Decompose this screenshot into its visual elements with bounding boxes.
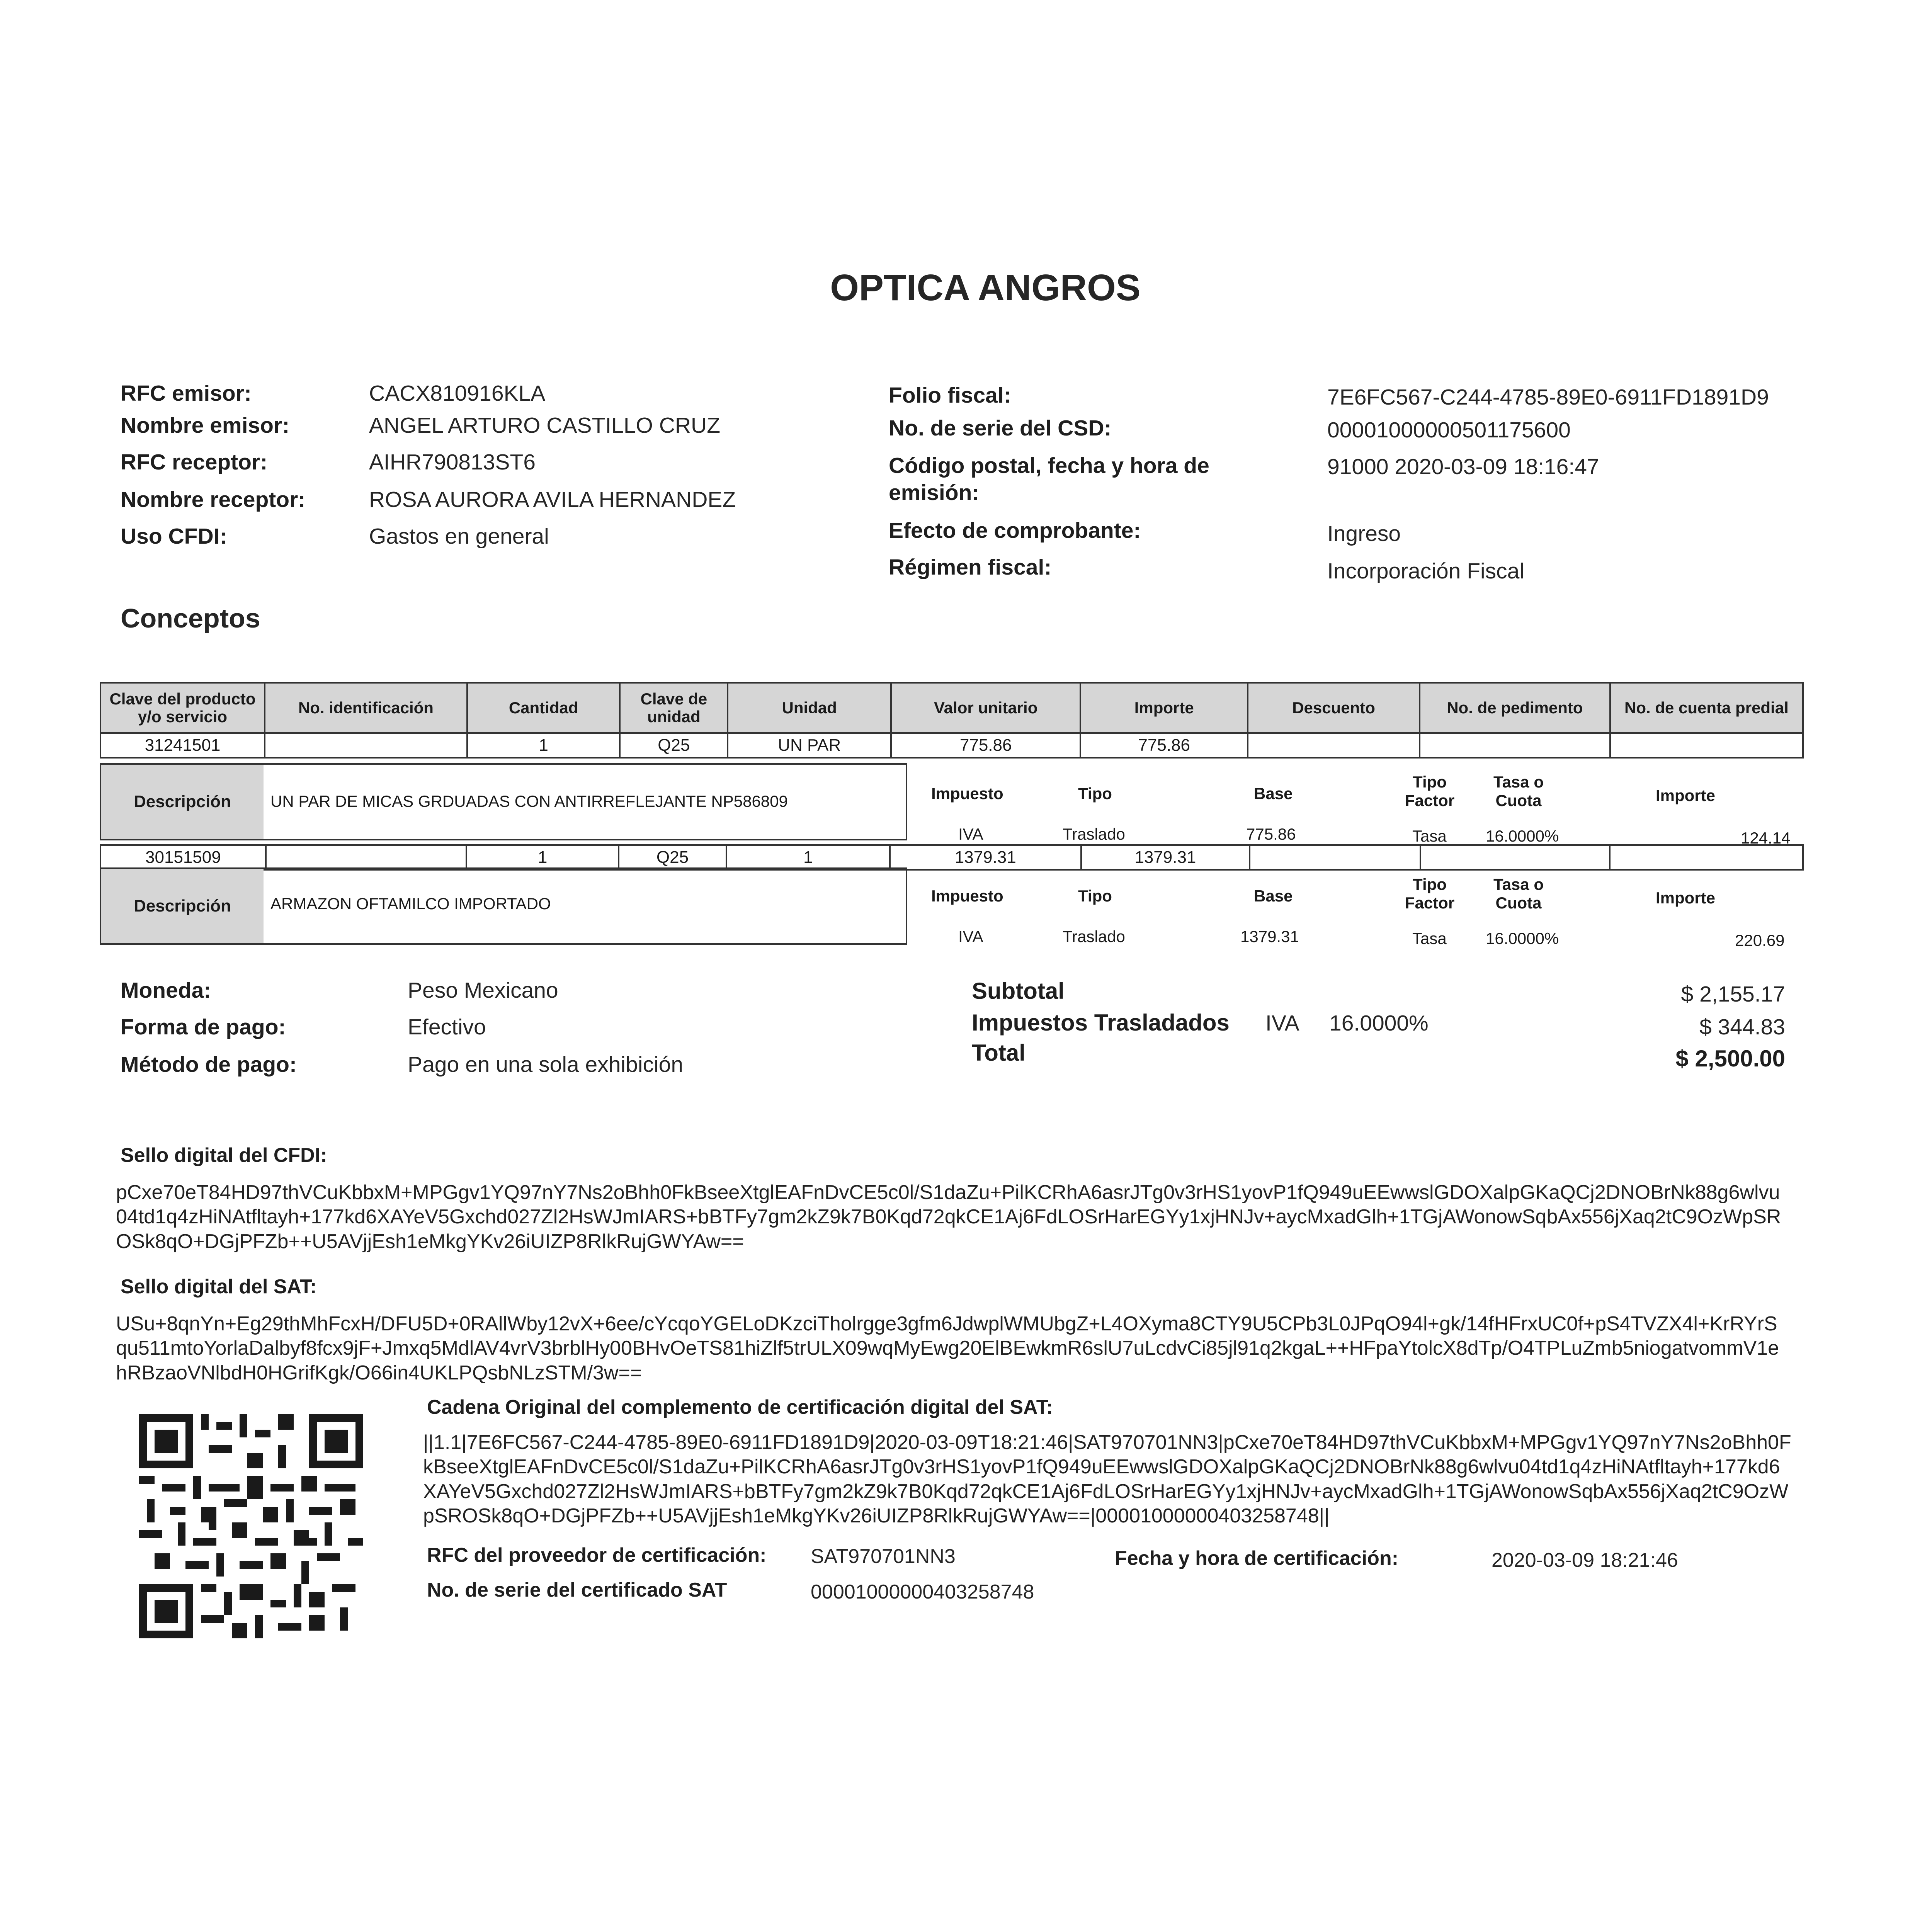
item-cuenta-predial (1610, 845, 1803, 870)
col-no-pedimento: No. de pedimento (1420, 683, 1610, 733)
sello-sat-line: hRBzaoVNlbdH0HGrifKgk/O66in4UKLPQsbNLzSTM/3w== (116, 1361, 642, 1384)
tax-header-base-2: Base (1254, 887, 1293, 905)
cadena-label: Cadena Original del complemento de certificación digital del SAT: (427, 1396, 1053, 1418)
descripcion-label-2: Descripción (101, 869, 264, 943)
regimen-value: Incorporación Fiscal (1327, 559, 1525, 583)
forma-pago-value: Efectivo (408, 1015, 486, 1039)
conceptos-header-table (100, 682, 1804, 759)
serie-csd-label: No. de serie del CSD: (889, 416, 1112, 440)
folio-fiscal-label: Folio fiscal: (889, 383, 1011, 408)
folio-fiscal-value: 7E6FC567-C244-4785-89E0-6911FD1891D9 (1327, 385, 1769, 410)
tax-header-tipo-1: Tipo (1078, 784, 1112, 803)
moneda-value: Peso Mexicano (408, 978, 558, 1003)
item-1-tipo: Traslado (1063, 825, 1125, 843)
cp-fecha-label: Código postal, fecha y hora de (889, 453, 1209, 478)
document-title: OPTICA ANGROS (830, 267, 1141, 308)
item-unidad: UN PAR (728, 733, 891, 758)
sello-cfdi-label: Sello digital del CFDI: (121, 1144, 327, 1167)
fecha-certificacion-label: Fecha y hora de certificación: (1115, 1547, 1399, 1570)
serie-certificado-label: No. de serie del certificado SAT (427, 1579, 727, 1601)
item-1-base: 775.86 (1246, 825, 1296, 843)
serie-csd-value: 00001000000501175600 (1327, 418, 1571, 442)
item-1-importe-impuesto: 124.14 (1741, 829, 1791, 847)
item-cuenta-predial (1610, 733, 1803, 758)
subtotal-label: Subtotal (972, 978, 1065, 1004)
col-valor-unitario: Valor unitario (891, 683, 1080, 733)
subtotal-value: $ 2,155.17 (1681, 982, 1785, 1007)
sello-sat-text (116, 1312, 1824, 1385)
uso-cfdi-label: Uso CFDI: (121, 524, 227, 549)
sello-sat-label: Sello digital del SAT: (121, 1276, 317, 1298)
item-clave: 31241501 (100, 733, 265, 758)
uso-cfdi-value: Gastos en general (369, 524, 549, 549)
descripcion-label-1: Descripción (101, 765, 264, 839)
col-no-cuenta-predial: No. de cuenta predial (1610, 683, 1803, 733)
item-descuento (1250, 845, 1420, 870)
cadena-line: ||1.1|7E6FC567-C244-4785-89E0-6911FD1891D9|2020-03-09T18:21:46|SAT970701NN3|pCxe70eT84HD97thVCuKbbxM+MPGgv1YQ97nY7Ns2oBhh0F (423, 1431, 1791, 1454)
cadena-line: pSROSk8qO+DGjPFZb++U5AVjjEsh1eMkgYKv26iUIZP8RlkRujGWYAw==|00001000000403258748|| (423, 1505, 1330, 1527)
cadena-line: kBseeXtglEAFnDvCE5c0l/S1daZu+PilKCRhA6asrJTg0v3rHS1yovP1fQ949uEEwwslGDOXalpGKaQCj2DNOBrNk88g6wlvu04td1q4zHiNAtfltayh+177kd6 (423, 1456, 1780, 1478)
iva-tasa: 16.0000% (1329, 1011, 1429, 1036)
sello-cfdi-text (116, 1180, 1824, 1254)
rfc-receptor-label: RFC receptor: (121, 450, 268, 474)
impuestos-trasladados-label: Impuestos Trasladados (972, 1010, 1230, 1036)
tax-header-tipo-factor-2: Tipo Factor (1405, 875, 1455, 912)
item-importe: 1379.31 (1081, 845, 1250, 870)
item-pedimento (1420, 733, 1610, 758)
item-unidad: 1 (726, 845, 890, 870)
conceptos-heading: Conceptos (121, 603, 260, 633)
item-ident (266, 845, 466, 870)
item-2-importe-impuesto: 220.69 (1735, 931, 1785, 949)
nombre-receptor-value: ROSA AURORA AVILA HERNANDEZ (369, 487, 736, 512)
serie-certificado-value: 00001000000403258748 (811, 1581, 1034, 1603)
forma-pago-label: Forma de pago: (121, 1015, 286, 1039)
regimen-label: Régimen fiscal: (889, 555, 1052, 580)
moneda-label: Moneda: (121, 978, 211, 1003)
item-importe: 775.86 (1080, 733, 1248, 758)
tax-header-importe-2: Importe (1656, 889, 1716, 907)
rfc-emisor-label: RFC emisor: (121, 381, 252, 406)
item-valor-unitario: 775.86 (891, 733, 1080, 758)
col-no-identificacion: No. identificación (265, 683, 467, 733)
tax-header-tasa-1: Tasa o Cuota (1493, 773, 1544, 810)
tax-header-impuesto-1: Impuesto (931, 784, 1003, 803)
item-2-base: 1379.31 (1240, 927, 1299, 946)
col-importe: Importe (1080, 683, 1248, 733)
item-clave-unidad: Q25 (619, 845, 726, 870)
rfc-proveedor-value: SAT970701NN3 (811, 1545, 956, 1568)
total-label: Total (972, 1040, 1026, 1066)
tax-header-impuesto-2: Impuesto (931, 887, 1003, 905)
item-descuento (1248, 733, 1420, 758)
item-1-tipo-factor: Tasa (1412, 827, 1447, 845)
efecto-label: Efecto de comprobante: (889, 518, 1141, 543)
qr-code (139, 1414, 363, 1638)
nombre-emisor-value: ANGEL ARTURO CASTILLO CRUZ (369, 413, 721, 438)
sello-sat-line: USu+8qnYn+Eg29thMhFcxH/DFU5D+0RAllWby12vX+6ee/cYcqoYGELoDKzciTholrgge3gfm6JdwplWMUbgZ+L4OXyma8CTY9U5CPb3L0JPqO94l+gk/14fHFrxUC0f+pS4TVZX4l+KrRYrS (116, 1313, 1777, 1335)
rfc-receptor-value: AIHR790813ST6 (369, 450, 536, 474)
col-cantidad: Cantidad (467, 683, 620, 733)
item-2-impuesto: IVA (958, 927, 983, 946)
table-row (100, 733, 1803, 758)
efecto-value: Ingreso (1327, 521, 1401, 546)
total-value: $ 2,500.00 (1675, 1046, 1785, 1071)
nombre-receptor-label: Nombre receptor: (121, 487, 306, 512)
rfc-proveedor-label: RFC del proveedor de certificación: (427, 1544, 767, 1566)
iva-label: IVA (1265, 1011, 1299, 1036)
cp-fecha-value: 91000 2020-03-09 18:16:47 (1327, 454, 1599, 479)
metodo-pago-value: Pago en una sola exhibición (408, 1052, 684, 1077)
item-2-tipo: Traslado (1063, 927, 1125, 946)
impuestos-value: $ 344.83 (1699, 1015, 1785, 1039)
rfc-emisor-value: CACX810916KLA (369, 381, 546, 406)
col-clave-unidad: Clave de unidad (620, 683, 728, 733)
cp-fecha-label-cont: emisión: (889, 480, 980, 505)
item-2-row-table (100, 844, 1804, 871)
metodo-pago-label: Método de pago: (121, 1052, 297, 1077)
tax-header-tasa-2: Tasa o Cuota (1493, 875, 1544, 912)
fecha-certificacion-value: 2020-03-09 18:21:46 (1492, 1549, 1678, 1571)
table-row (100, 845, 1803, 870)
item-cantidad: 1 (466, 845, 619, 870)
item-2-tasa: 16.0000% (1486, 929, 1559, 947)
cadena-line: XAYeV5Gxchd027Zl2HsWJmIARS+bBTFy7gm2kZ9k7B0Kqd72qkCE1Aj6FdLOSrHarEGYy1xjHNJv+aycMxadGlh+1TGjAWonowSqbAx556jXaq2tC9OzW (423, 1480, 1789, 1503)
tax-header-importe-1: Importe (1656, 786, 1716, 804)
item-clave: 30151509 (100, 845, 266, 870)
col-unidad: Unidad (728, 683, 891, 733)
tax-header-base-1: Base (1254, 784, 1293, 803)
item-cantidad: 1 (467, 733, 620, 758)
item-2-tipo-factor: Tasa (1412, 929, 1447, 947)
sello-cfdi-line: 04td1q4zHiNAtfltayh+177kd6XAYeV5Gxchd027Zl2HsWJmIARS+bBTFy7gm2kZ9k7B0Kqd72qkCE1Aj6FdLOSrHarEGYy1xjHNJv+aycMxadGlh+1TGjAWonowSqbAx556jXaq2tC9OzWpSR (116, 1206, 1781, 1228)
cadena-text (423, 1430, 1830, 1529)
tax-header-tipo-factor-1: Tipo Factor (1405, 773, 1455, 810)
item-ident (265, 733, 467, 758)
sello-cfdi-line: OSk8qO+DGjPFZb++U5AVjjEsh1eMkgYKv26iUIZP8RlkRujGWYAw== (116, 1230, 744, 1253)
nombre-emisor-label: Nombre emisor: (121, 413, 290, 438)
item-clave-unidad: Q25 (620, 733, 728, 758)
item-1-tasa: 16.0000% (1486, 827, 1559, 845)
tax-header-tipo-2: Tipo (1078, 887, 1112, 905)
col-clave-producto: Clave del producto y/o servicio (100, 683, 265, 733)
item-1-descripcion: UN PAR DE MICAS GRDUADAS CON ANTIRREFLEJANTE NP586809 (270, 792, 788, 810)
item-valor-unitario: 1379.31 (890, 845, 1081, 870)
sello-sat-line: qu511mtoYorlaDalbyf8fcx9jF+Jmxq5MdlAV4vrV3brblHy00BHvOeTS81hiZlf5trULX09wqMyEwg20ElBEwkmR6slU7uLcdvCi85jl91q2kgaL++HFpaYtolcX8dTp/O4TPLuZmb5niogatvommV1e (116, 1337, 1779, 1360)
item-2-descripcion: ARMAZON OFTAMILCO IMPORTADO (270, 895, 551, 913)
sello-cfdi-line: pCxe70eT84HD97thVCuKbbxM+MPGgv1YQ97nY7Ns2oBhh0FkBseeXtglEAFnDvCE5c0l/S1daZu+PilKCRhA6asrJTg0v3rHS1yovP1fQ949uEEwwslGDOXalpGKaQCj2DNOBrNk88g6wlvu (116, 1181, 1780, 1204)
col-descuento: Descuento (1248, 683, 1420, 733)
item-1-impuesto: IVA (958, 825, 983, 843)
item-pedimento (1420, 845, 1610, 870)
